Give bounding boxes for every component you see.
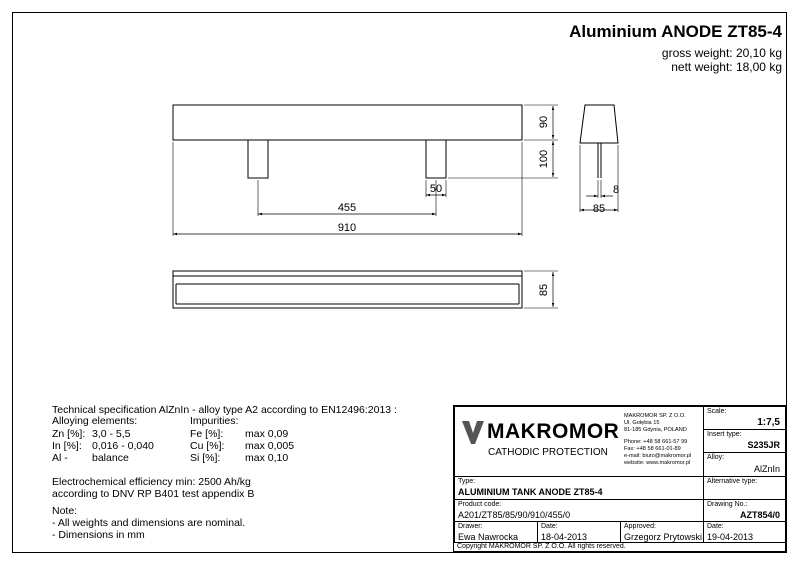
- drawer-value: Ewa Nawrocka: [458, 532, 519, 542]
- dim-455: 455: [337, 202, 357, 214]
- date-approved-value: 19-04-2013: [707, 532, 754, 542]
- dim-50: 50: [429, 183, 443, 195]
- date-drawn-value: 18-04-2013: [541, 532, 588, 542]
- impurities-label: Impurities:: [190, 415, 239, 427]
- insert-type-cell: Insert type: S235JR: [703, 429, 787, 453]
- dim-910: 910: [337, 222, 357, 234]
- address-line: MAKROMOR SP. Z O.O.: [624, 413, 686, 419]
- dim-100: 100: [538, 149, 550, 169]
- product-code-value: A201/ZT85/85/90/910/455/0: [458, 510, 571, 520]
- makromor-logo-icon: [461, 419, 485, 445]
- company-name: MAKROMOR: [487, 420, 620, 443]
- note-2: - Dimensions in mm: [52, 529, 145, 541]
- drawing-number-cell: Drawing No.: AZT854/0: [703, 499, 787, 522]
- spec-row: Zn [%]:: [52, 428, 86, 440]
- copyright: Copyright MAKROMOR SP. Z O.O. All rights reserved.: [457, 543, 626, 550]
- spec-row: In [%]:: [52, 440, 82, 452]
- approved-cell: Approved: Grzegorz Prytowski: [620, 521, 704, 543]
- date-drawn-cell: Date: 18-04-2013: [537, 521, 621, 543]
- title-block: [453, 405, 786, 552]
- nett-weight: nett weight: 18,00 kg: [671, 60, 782, 74]
- approved-value: Grzegorz Prytowski: [624, 532, 703, 542]
- note-label: Note:: [52, 505, 78, 517]
- note-1: - All weights and dimensions are nominal.: [52, 517, 246, 529]
- type-value: ALUMINIUM TANK ANODE ZT85-4: [458, 487, 603, 497]
- address-line: Ul. Gołębia 15: [624, 420, 660, 426]
- company-area: [454, 406, 704, 477]
- scale-cell: Scale: 1:7,5: [703, 406, 787, 430]
- address-line: website: www.makromor.pl: [624, 460, 691, 466]
- date-approved-cell: Date: 19-04-2013: [703, 521, 787, 543]
- dim-90: 90: [538, 115, 550, 129]
- dim-8: 8: [613, 184, 620, 196]
- company-tagline: CATHODIC PROTECTION: [488, 447, 608, 458]
- drawing-sheet: Aluminium ANODE ZT85-4 gross weight: 20,10 kg nett weight: 18,00 kg 90 100 50 455 910 8 85 85 Technical specification AlZnIn - alloy type A2 according to EN12496:2013 : Alloying elements: Impurities: Zn [%]: 3,0 - 5,5 Fe [%]: max 0,09 In [%]: 0,016 - 0,040 Cu [%]: max 0,005 Al - balance Si [%]: max 0,10 Electrochemical efficiency min: 2500 Ah/kg according to DNV RP B401 test appendix B Note: - All weights and dimensions are nominal. - Dimensions in mm MAKROMOR CATHODIC PROTECTION MAKROMOR SP. Z O.O. Ul. Gołębia 15 81-185 Gdynia, POLAND Phone: +48 58 661-57 99 Fax: +48 58 661-01-89 e-mail: biuro@makromor.pl website: www.makromor.pl Scale: 1:7,5 Insert type: S235JR Alloy: AlZnIn Type: ALUMINIUM TANK ANODE ZT85-4 Alternative type: Product code: A201/ZT85/85/90/910/455/0 Drawing No.: AZT854/0 Drawer: Ewa Nawrocka Date: 18-04-2013 Approved: Grzegorz Prytowski Date: 19-04-2013 Copyright MAKROMOR SP. Z O.O. All rights reserved.: [0, 0, 799, 565]
- right-support-leg: [426, 140, 446, 178]
- spec-row: Al -: [52, 452, 68, 464]
- address-line: Fax: +48 58 661-01-89: [624, 446, 681, 452]
- gross-weight: gross weight: 20,10 kg: [661, 46, 782, 60]
- anode-body-front: [173, 105, 522, 140]
- drawing-number-value: AZT854/0: [739, 510, 780, 520]
- address-line: e-mail: biuro@makromor.pl: [624, 453, 692, 459]
- alloy-cell: Alloy: AlZnIn: [703, 452, 787, 477]
- address-line: 81-185 Gdynia, POLAND: [624, 427, 687, 433]
- product-code-cell: Product code: A201/ZT85/85/90/910/455/0: [454, 499, 704, 522]
- type-cell: Type: ALUMINIUM TANK ANODE ZT85-4: [454, 476, 704, 500]
- insert-type-value: S235JR: [747, 440, 780, 450]
- dim-85-bottom: 85: [538, 283, 550, 297]
- alternative-type-cell: Alternative type:: [703, 476, 787, 500]
- address-line: Phone: +48 58 661-57 99: [624, 439, 688, 445]
- dim-85-side: 85: [592, 203, 606, 215]
- efficiency-line-2: according to DNV RP B401 test appendix B: [52, 488, 255, 500]
- efficiency-line-1: Electrochemical efficiency min: 2500 Ah/kg: [52, 476, 251, 488]
- left-support-leg: [248, 140, 268, 178]
- spec-heading: Technical specification AlZnIn - alloy type A2 according to EN12496:2013 :: [52, 404, 397, 416]
- alloy-value: AlZnIn: [753, 464, 780, 474]
- anode-body-top-view: [173, 271, 522, 308]
- anode-side-profile: [580, 105, 618, 143]
- drawer-cell: Drawer: Ewa Nawrocka: [454, 521, 538, 543]
- drawing-title: Aluminium ANODE ZT85-4: [569, 22, 782, 41]
- scale-value: 1:7,5: [757, 417, 780, 428]
- alloying-label: Alloying elements:: [52, 415, 138, 427]
